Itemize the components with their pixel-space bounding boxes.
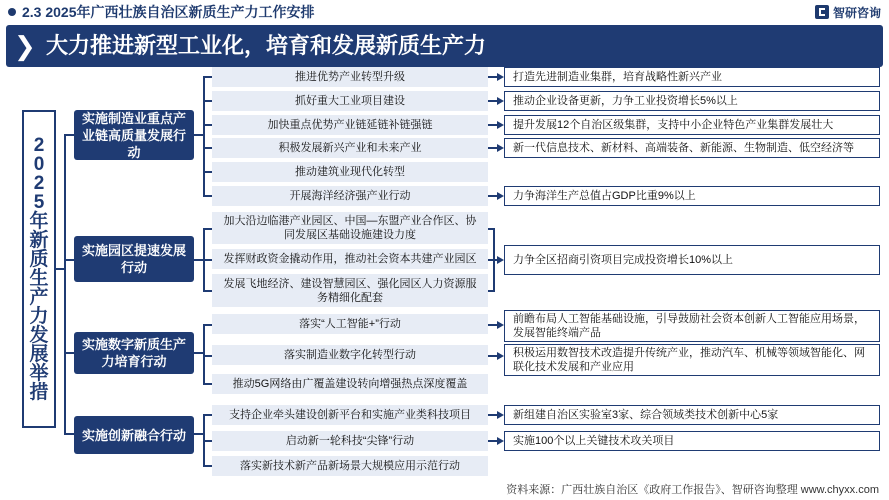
side-label-char: 2 [33, 173, 45, 194]
brand-logo [815, 3, 881, 21]
connector [203, 440, 212, 442]
note-key-tech: 实施100个以上关键技术攻关项目 [504, 431, 880, 451]
note-emerging-fields: 新一代信息技术、新材料、高端装备、新能源、生物制造、低空经济等 [504, 138, 880, 158]
item-construction: 推动建筑业现代化转型 [212, 162, 488, 182]
item-upgrade-industries: 推进优势产业转型升级 [212, 67, 488, 87]
note-clusters: 提升发展12个自治区级集群，支持中小企业特色产业集群发展壮大 [504, 115, 880, 135]
connector [488, 414, 497, 416]
connector [488, 440, 497, 442]
connector [64, 134, 74, 136]
side-label-char: 产 [29, 287, 49, 308]
connector [203, 259, 212, 261]
connector [64, 259, 74, 261]
item-digital-transformation: 落实制造业数字化转型行动 [212, 345, 488, 365]
note-ai-infrastructure: 前瞻布局人工智能基础设施，引导鼓励社会资本创新人工智能应用场景，发展智能终端产品 [504, 310, 880, 342]
side-label-char: 2 [33, 135, 45, 156]
arrow-right-icon [497, 192, 504, 200]
note-advanced-manufacturing: 打造先进制造业集群，培育战略性新兴产业 [504, 67, 880, 87]
item-emerging-industries: 积极发展新兴产业和未来产业 [212, 138, 488, 158]
note-marine-gdp: 力争海洋生产总值占GDP比重9%以上 [504, 186, 880, 206]
logo-text: 智研咨询 [832, 5, 881, 20]
connector [203, 100, 212, 102]
item-innovation-platforms: 支持企业牵头建设创新平台和实施产业类科技项目 [212, 405, 488, 425]
side-label-char: 质 [29, 249, 49, 270]
connector [64, 352, 74, 354]
side-label-char: 生 [29, 268, 49, 289]
title-bullet [8, 8, 16, 16]
arrow-right-icon [497, 321, 504, 329]
arrow-right-icon [497, 352, 504, 360]
connector [203, 228, 212, 230]
connector [203, 465, 212, 467]
arrow-right-icon [497, 411, 504, 419]
category-manufacturing: 实施制造业重点产业链高质量发展行动 [74, 110, 194, 160]
item-chain-strengthening: 加快重点优势产业链延链补链强链 [212, 115, 488, 135]
item-park-infrastructure: 加大沿边临港产业园区、中国—东盟产业合作区、协同发展区基础设施建设力度 [212, 212, 488, 244]
connector [203, 290, 212, 292]
side-label-char: 年 [29, 211, 49, 232]
arrow-right-icon [497, 97, 504, 105]
item-5g-coverage: 推动5G网络由广覆盖建设转向增强热点深度覆盖 [212, 374, 488, 394]
connector [203, 171, 212, 173]
side-label [22, 110, 56, 428]
connector [203, 195, 212, 197]
item-enclave-economy: 发展飞地经济、建设智慧园区、强化园区人力资源服务精细化配套 [212, 274, 488, 307]
connector [64, 134, 66, 434]
arrow-right-icon [497, 437, 504, 445]
note-equipment-renewal: 推动企业设备更新，力争工业投资增长5%以上 [504, 91, 880, 111]
banner-title: 大力推进新型工业化，培育和发展新质生产力 [46, 33, 487, 58]
note-investment-growth: 力争全区招商引资项目完成投资增长10%以上 [504, 245, 880, 275]
item-fiscal-leverage: 发挥财政资金撬动作用，推动社会资本共建产业园区 [212, 249, 488, 269]
connector [64, 433, 74, 435]
connector [203, 76, 205, 197]
connector [488, 100, 497, 102]
category-innovation: 实施创新融合行动 [74, 416, 194, 454]
side-label-char: 措 [29, 382, 49, 403]
source-note: 资料来源：广西壮族自治区《政府工作报告》、智研咨询整理 www.chyxx.com [506, 484, 879, 496]
connector [488, 147, 497, 149]
logo-icon [815, 5, 829, 19]
item-tech-spearhead: 启动新一轮科技“尖锋”行动 [212, 431, 488, 451]
note-digital-tech: 积极运用数智技术改造提升传统产业，推动汽车、机械等领域智能化、网联化技术发展和产业应用 [504, 344, 880, 376]
item-ai-plus: 落实“人工智能+”行动 [212, 314, 488, 334]
category-digital: 实施数字新质生产力培育行动 [74, 332, 194, 374]
arrow-right-icon [497, 121, 504, 129]
note-labs: 新组建自治区实验室3家、综合领域类技术创新中心5家 [504, 405, 880, 425]
connector [203, 324, 212, 326]
connector [203, 76, 212, 78]
item-major-projects: 抓好重大工业项目建设 [212, 91, 488, 111]
connector [488, 355, 497, 357]
chevron-right-icon: ❯ [14, 31, 36, 61]
connector [488, 195, 497, 197]
arrow-right-icon [497, 73, 504, 81]
item-marine-economy: 开展海洋经济强产业行动 [212, 186, 488, 206]
side-label-char: 0 [33, 154, 45, 175]
side-label-char: 新 [29, 230, 49, 251]
connector [203, 383, 212, 385]
connector [488, 76, 497, 78]
connector [203, 414, 212, 416]
category-parks: 实施园区提速发展行动 [74, 236, 194, 282]
side-label-char: 举 [29, 363, 49, 384]
connector [488, 124, 497, 126]
page-title: 2.3 2025年广西壮族自治区新质生产力工作安排 [22, 4, 315, 20]
item-demonstration: 落实新技术新产品新场景大规模应用示范行动 [212, 456, 488, 476]
connector [203, 124, 212, 126]
side-label-char: 力 [29, 306, 49, 327]
side-label-char: 展 [29, 344, 49, 365]
side-label-char: 发 [29, 325, 49, 346]
arrow-right-icon [497, 256, 504, 264]
connector [203, 355, 212, 357]
side-label-char: 5 [33, 192, 45, 213]
arrow-right-icon [497, 144, 504, 152]
connector [488, 324, 497, 326]
connector [203, 147, 212, 149]
